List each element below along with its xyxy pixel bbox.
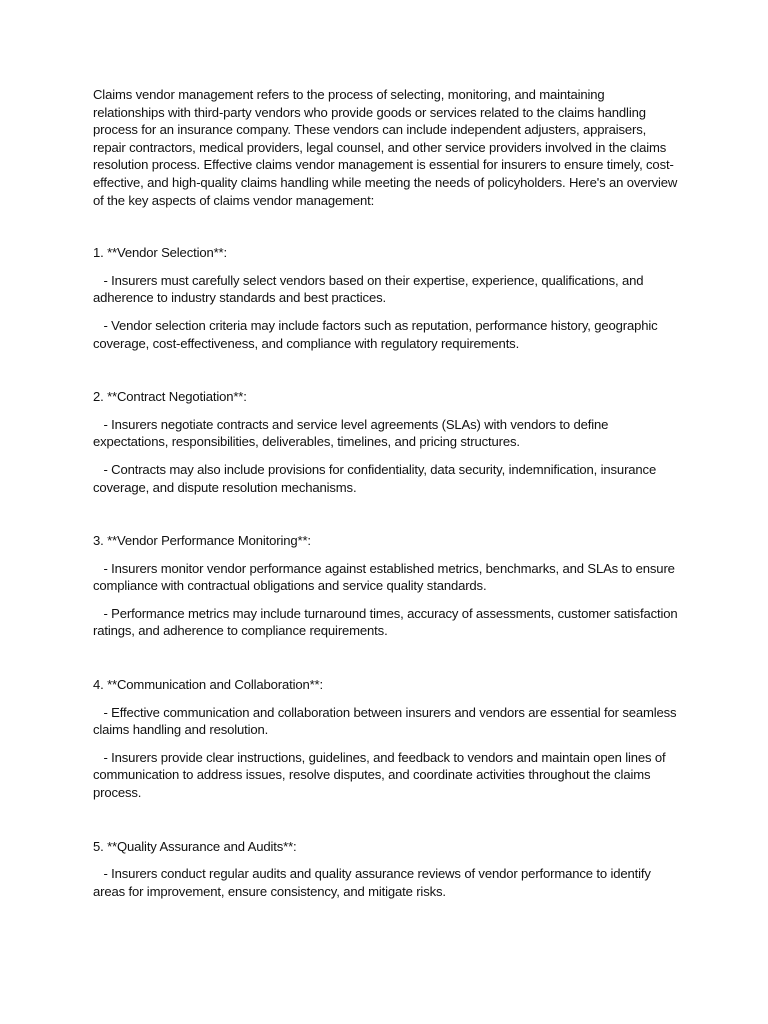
section-heading: 1. **Vendor Selection**:	[93, 245, 227, 261]
bullet-point: - Insurers must carefully select vendors based on their expertise, experience, qualifications, and adherence to industry standards and best practices.	[93, 272, 647, 306]
bullet-point: - Effective communication and collaboration between insurers and vendors are essential for seamless claims handling and resolution.	[93, 704, 680, 738]
bullet-point: - Insurers conduct regular audits and quality assurance reviews of vendor performance to identify areas for improvement, ensure consistency, and mitigate risks.	[93, 866, 655, 899]
section-contract-negotiation	[93, 388, 678, 496]
section-vendor-selection	[93, 244, 678, 352]
bullet-point: - Contracts may also include provisions for confidentiality, data security, indemnification, insurance coverage, and dispute resolution mechanisms.	[93, 461, 660, 495]
bullet-point: - Performance metrics may include turnaround times, accuracy of assessments, customer satisfaction ratings, and adherence to compliance requirements.	[93, 605, 681, 639]
section-heading: 5. **Quality Assurance and Audits**:	[93, 838, 297, 854]
section-heading: 2. **Contract Negotiation**:	[93, 389, 247, 405]
document-page	[93, 86, 681, 936]
intro-paragraph: Claims vendor management refers to the process of selecting, monitoring, and maintaining relationships with third-party vendors who provide goods or services related to the claims handling process for an insurance company. These vendors can include independent adjusters, appraisers, repair contractors, medical providers, legal counsel, and other service providers involved in the claims resolution process. Effective claims vendor management is essential for insurers to ensure timely, cost-effective, and high-quality claims handling while meeting the needs of policyholders. Here's an overview of the key aspects of claims vendor management:	[93, 87, 678, 208]
bullet-point: - Insurers provide clear instructions, guidelines, and feedback to vendors and maintain open lines of communication to address issues, resolve disputes, and coordinate activities throughout the claims process.	[93, 749, 670, 801]
bullet-point: - Vendor selection criteria may include factors such as reputation, performance history, geographic coverage, cost-effectiveness, and compliance with regulatory requirements.	[93, 317, 662, 351]
section-communication-collaboration	[93, 676, 678, 802]
section-heading: 4. **Communication and Collaboration**:	[93, 677, 323, 693]
bullet-point: - Insurers monitor vendor performance against established metrics, benchmarks, and SLAs to ensure compliance with contractual obligations and service quality standards.	[93, 560, 679, 594]
bullet-point: - Insurers negotiate contracts and service level agreements (SLAs) with vendors to define expectations, responsibilities, deliverables, timelines, and pricing structures.	[93, 416, 612, 450]
section-heading: 3. **Vendor Performance Monitoring**:	[93, 533, 311, 549]
section-vendor-performance-monitoring	[93, 532, 681, 640]
section-quality-assurance-audits	[93, 838, 678, 901]
